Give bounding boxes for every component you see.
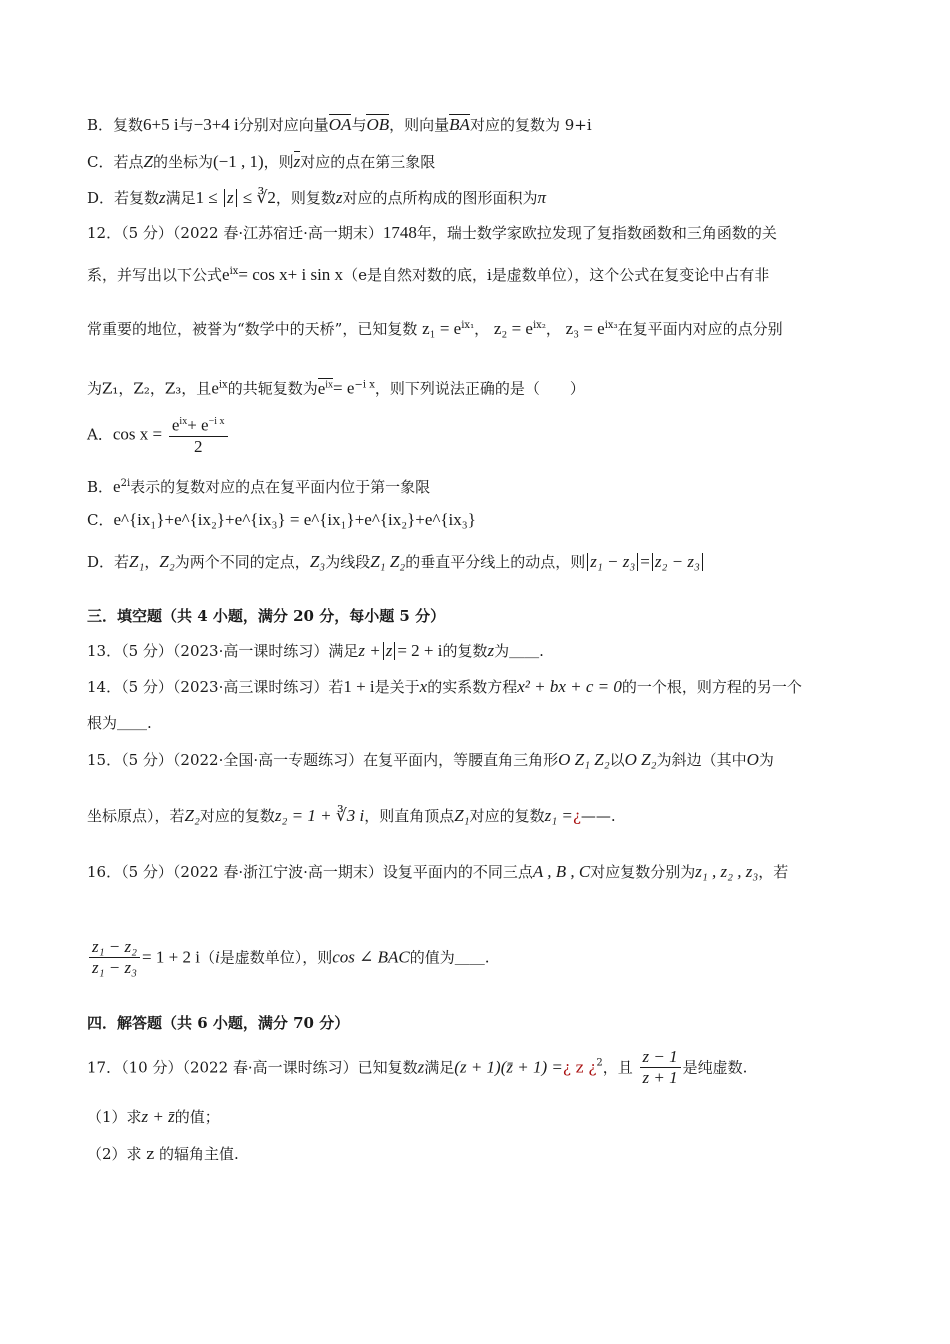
q17: 17．（10 分）（2022 春·高一课时练习）已知复数z满足(z + 1)(z̄ + 1) =¿ z ¿$^2$，且 $\frac{z - 1}{z + 1}$ 是纯虚数. <box>87 1047 748 1087</box>
q15-line-1: 15．（5 分）（2022·全国·高一专题练习）在复平面内，等腰直角三角形O Z₁ Z₂以O Z₂为斜边（其中O为 <box>87 750 774 769</box>
q12-line-2: 系，并写出以下公式$e^{ix}= \cos x+ i$ sin x（e是自然对数的底，i是虚数单位），这个公式在复变论中占有非 <box>87 265 770 284</box>
q17-part-2: （2）求 z 的辐角主值. <box>87 1145 239 1163</box>
q16-line-1: 16．（5 分）（2022 春·浙江宁波·高一期末）设复平面内的不同三点A , B , C对应复数分别为z₁ , z₂ , z₃，若 <box>87 862 789 881</box>
q14-line-1: 14．（5 分）（2023·高三课时练习）若1 + i是关于x的实系数方程x² + bx + c = 0的一个根，则方程的另一个 <box>87 677 802 696</box>
q12-line-3: 常重要的地位，被誉为“数学中的天桥”，已知复数 $z_1 = e^{ix_1}$， $z_2 = e^{ix_2}$， $z_3 = e^{ix_3}$在复平面内对应的点分别 <box>87 319 783 338</box>
q11-option-d: D．若复数z满足1 ≤ z ≤ ∛2，则复数z对应的点所构成的图形面积为π <box>87 188 547 207</box>
q12-line-4: 为Z₁，Z₂，Z₃，且$e^{ix}$的共轭复数为$e^{ix}= e^{-i x}$，则下列说法正确的是（ ） <box>87 378 585 398</box>
q11-option-b: B．复数6+5 i与−3+4 i分别对应向量OA与OB，则向量BA对应的复数为 9+i <box>87 115 592 134</box>
q12-option-b: B．$e^{2i}$表示的复数对应的点在复平面内位于第一象限 <box>87 477 431 496</box>
vector-ob: OB <box>366 115 390 134</box>
q12-line-1: 12．（5 分）（2022 春·江苏宿迁·高一期末）1748年，瑞士数学家欧拉发现了复指数函数和三角函数的关 <box>87 223 777 242</box>
q16-line-2: $\frac{\text{z₁ − z₂}}{\text{z₁ − z₃}}$ = 1 + 2 i（i是虚数单位），则cos ∠ BAC的值为＿＿. <box>87 937 490 978</box>
q15-line-2: 坐标原点），若Z₂对应的复数z₂ = 1 + ∛3 i，则直角顶点Z₁对应的复数z₁ =¿——. <box>87 806 616 825</box>
q13: 13．（5 分）（2023·高一课时练习）满足z + z = 2 + i的复数z为＿＿. <box>87 641 544 660</box>
vector-ba: BA <box>449 115 470 134</box>
q12-option-a: A．cos x = $\frac{e^{ix}+ e^{-i x}}{2}$ <box>87 412 230 457</box>
fraction-pure-imag: $\frac{z - 1}{z + 1}$ <box>640 1047 681 1088</box>
fraction-cos: $\frac{e^{ix}+ e^{-i x}}{2}$ <box>169 412 228 457</box>
section-fill-in-heading: 三．填空题（共 4 小题，满分 20 分，每小题 5 分） <box>87 607 446 625</box>
fraction-z-ratio: $\frac{\text{z₁ − z₂}}{\text{z₁ − z₃}}$ <box>89 937 140 978</box>
q14-line-2: 根为＿＿. <box>87 714 152 732</box>
section-answer-heading: 四．解答题（共 6 小题，满分 70 分） <box>87 1014 350 1032</box>
q11-option-c: C．若点Z的坐标为(−1 , 1)，则z对应的点在第三象限 <box>87 152 436 171</box>
q12-option-c: C．e^{ix₁}+e^{ix₂}+e^{ix₃} = e^{ix₁}+e^{ix₂}+e^{ix₃} <box>87 510 476 529</box>
q17-part-1: （1）求z + z̄的值； <box>87 1107 220 1126</box>
q12-option-d: D．若Z₁，Z₂为两个不同的定点，Z₃为线段Z₁ Z₂的垂直平分线上的动点，则 z₁ − z₃ = z₂ − z₃ <box>87 552 705 572</box>
vector-oa: OA <box>328 115 352 134</box>
